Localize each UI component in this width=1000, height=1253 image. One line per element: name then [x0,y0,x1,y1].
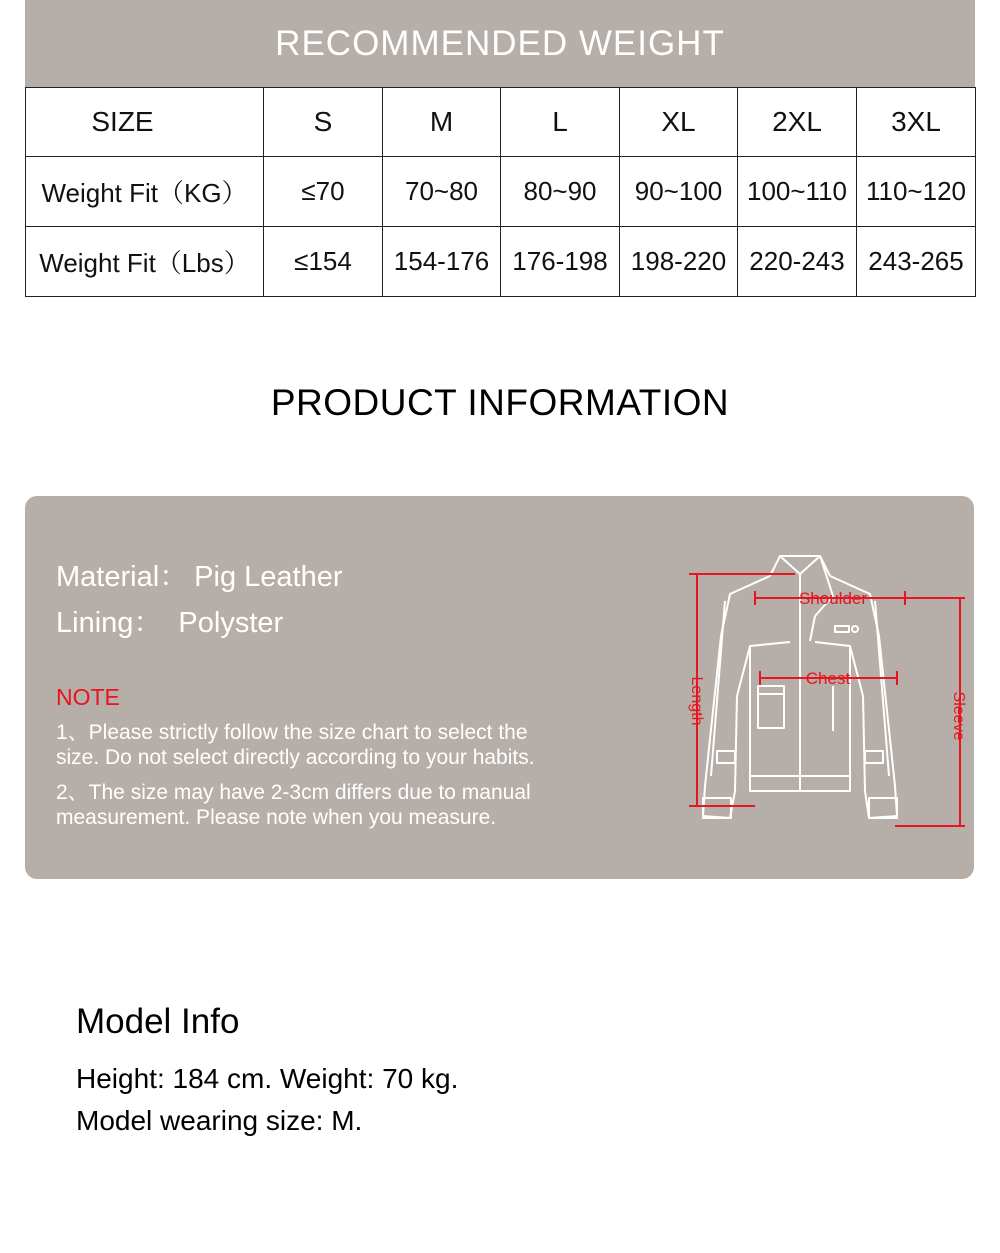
size-header-s: S [264,88,383,157]
table-cell: ≤154 [264,227,383,297]
product-information-title: PRODUCT INFORMATION [270,382,730,423]
sleeve-label: Sleeve [950,691,967,741]
lining-label: Lining： [56,607,163,639]
size-header-m: M [383,88,501,157]
table-row-lbs [26,227,976,297]
table-cell: 100~110 [738,157,857,227]
table-cell: 198-220 [620,227,738,297]
lining-value: Polyster [178,607,284,639]
table-cell: 154-176 [383,227,501,297]
measurement-lines-icon [689,574,965,826]
chest-label: Chest [805,669,851,688]
model-info-title: Model Info [76,1002,240,1041]
size-column-header: SIZE [26,88,264,157]
note-line: 2、The size may have 2-3cm differs due to manual [56,781,531,804]
size-header-xl: XL [620,88,738,157]
table-cell: 80~90 [501,157,620,227]
model-wearing-size: Model wearing size: M. [76,1105,363,1136]
recommended-weight-header [25,0,975,87]
shoulder-label: Shoulder [798,589,868,608]
material-value: Pig Leather [194,561,343,593]
size-header-3xl: 3XL [857,88,976,157]
table-cell: 243-265 [857,227,976,297]
table-cell: 176-198 [501,227,620,297]
lining-line [56,600,283,641]
jacket-measurement-diagram [655,546,967,836]
row-label-lbs: Weight Fit（Lbs） [26,227,264,297]
table-cell: 90~100 [620,157,738,227]
note-title: NOTE [56,684,120,710]
size-weight-table [25,87,976,297]
note-line: 1、Please strictly follow the size chart to select the [56,721,528,744]
note-line: measurement. Please note when you measure. [56,806,497,829]
table-header-row [26,88,976,157]
note-line: size. Do not select directly according to your habits. [56,746,535,769]
row-label-kg: Weight Fit（KG） [26,157,264,227]
model-height-weight: Height: 184 cm. Weight: 70 kg. [76,1063,459,1094]
material-label: Material： [56,561,189,593]
size-header-l: L [501,88,620,157]
size-header-2xl: 2XL [738,88,857,157]
material-line [56,554,342,595]
table-cell: ≤70 [264,157,383,227]
table-cell: 220-243 [738,227,857,297]
table-cell: 110~120 [857,157,976,227]
table-cell: 70~80 [383,157,501,227]
recommended-weight-title: RECOMMENDED WEIGHT [275,23,725,63]
product-info-card [25,496,974,879]
length-label: Length [688,676,705,726]
table-row-kg [26,157,976,227]
